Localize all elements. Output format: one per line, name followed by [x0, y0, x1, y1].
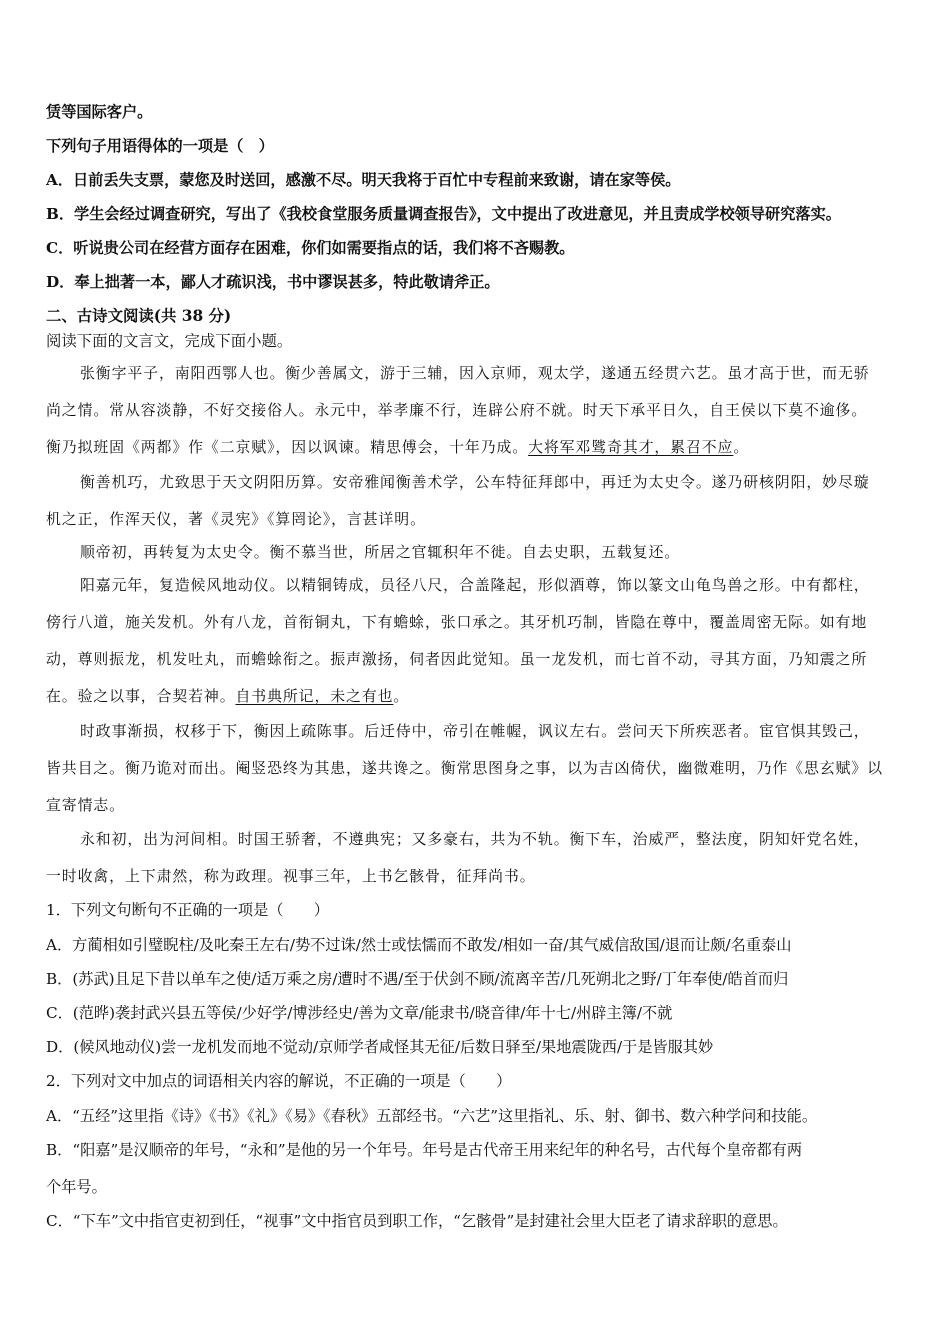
question-2-stem: 2．下列对文中加点的词语相关内容的解说，不正确的一项是（ ） [46, 1072, 512, 1090]
underlined-sentence: 自书典所记，未之有也 [235, 687, 394, 705]
question-1-stem: 1．下列文句断句不正确的一项是（ ） [46, 901, 330, 919]
option-b: B．学生会经过调查研究，写出了《我校食堂服务质量调查报告》，文中提出了改进意见，并且责成学校领导研究落实。 [46, 205, 841, 223]
q1-option-a: A．方蔺相如引璧睨柱/及叱秦王左右/势不过诛/然士或怯懦而不敢发/相如一奋/其气威信敌国/退而让颇/名重泰山 [46, 936, 792, 954]
q1-option-c: C．(范晔)袭封武兴县五等侯/少好学/博涉经史/善为文章/能隶书/晓音律/年十七/州辟主簿/不就 [46, 1004, 673, 1022]
question-stem: 下列句子用语得体的一项是（ ） [46, 137, 274, 155]
q2-option-b-cont: 个年号。 [46, 1178, 107, 1196]
passage-line: 皆共目之。衡乃诡对而出。阉竖恐终为其患，遂共谗之。衡常思图身之事，以为吉凶倚伏，幽微难明，乃作《思玄赋》以 [46, 759, 883, 777]
passage-line: 尚之情。常从容淡静，不好交接俗人。永元中，举孝廉不行，连辟公府不就。时天下承平日久，自王侯以下莫不逾侈。 [46, 401, 868, 419]
passage-text: 。 [733, 438, 750, 456]
passage-text: 。 [393, 687, 410, 705]
passage-line: 宣寄情志。 [46, 796, 125, 814]
section-instruction: 阅读下面的文言文，完成下面小题。 [46, 332, 293, 350]
passage-line: 动，尊则振龙，机发吐丸，而蟾蜍衔之。振声激扬，伺者因此觉知。虽一龙发机，而七首不动，寻其方面，乃知震之所 [46, 650, 868, 668]
passage-line: 张衡字平子，南阳西鄂人也。衡少善属文，游于三辅，因入京师，观太学，遂通五经贯六艺。虽才高于世，而无骄 [80, 364, 870, 382]
passage-line [46, 686, 910, 706]
q2-option-a: A．“五经”这里指《诗》《书》《礼》《易》《春秋》五部经书。“六艺”这里指礼、乐、射、御书、数六种学问和技能。 [46, 1107, 818, 1125]
option-d: D．奉上拙著一本，鄙人才疏识浅，书中谬误甚多，特此敬请斧正。 [46, 273, 500, 291]
passage-line: 永和初，出为河间相。时国王骄奢，不遵典宪；又多豪右，共为不轨。衡下车，治威严，整法度，阴知奸党名姓， [80, 830, 870, 848]
passage-line [46, 437, 910, 457]
question-tail: 赁等国际客户。 [46, 103, 153, 121]
q1-option-b: B．(苏武)且足下昔以单车之使/适万乘之房/遭时不遇/至于伏剑不顾/流离辛苦/几死朔北之野/丁年奉使/皓首而归 [46, 970, 789, 988]
passage-line: 阳嘉元年，复造候风地动仪。以精铜铸成，员径八尺，合盖隆起，形似酒尊，饰以篆文山龟鸟兽之形。中有都柱， [80, 576, 870, 594]
option-a: A．日前丢失支票，蒙您及时送回，感激不尽。明天我将于百忙中专程前来致谢，请在家等侯。 [46, 171, 681, 189]
q2-option-b: B．“阳嘉”是汉顺帝的年号，“永和”是他的另一个年号。年号是古代帝王用来纪年的种名号，古代每个皇帝都有两 [46, 1141, 803, 1159]
q2-option-c: C．“下车”文中指官吏初到任，“视事”文中指官员到职工作，“乞骸骨”是封建社会里大臣老了请求辞职的意思。 [46, 1212, 788, 1230]
section-heading: 二、古诗文阅读(共 38 分) [46, 307, 232, 325]
passage-line: 傍行八道，施关发机。外有八龙，首衔铜丸，下有蟾蜍，张口承之。其牙机巧制，皆隐在尊中，覆盖周密无际。如有地 [46, 613, 868, 631]
passage-line: 顺帝初，再转复为太史令。衡不慕当世，所居之官辄积年不徙。自去史职，五载复还。 [80, 543, 681, 561]
underlined-sentence: 大将军邓骘奇其才，累召不应 [528, 438, 734, 456]
q1-option-d: D．(候风地动仪)尝一龙机发而地不觉动/京师学者咸怪其无征/后数日驿至/果地震陇西/于是皆服其妙 [46, 1038, 714, 1056]
passage-line: 机之正，作浑天仪，著《灵宪》《算罔论》，言甚详明。 [46, 510, 426, 528]
passage-line: 时政事渐损，权移于下，衡因上疏陈事。后迁侍中，帝引在帷幄，讽议左右。尝问天下所疾恶者。宦官惧其毁己， [80, 722, 870, 740]
passage-line: 一时收禽，上下肃然，称为政理。视事三年，上书乞骸骨，征拜尚书。 [46, 867, 536, 885]
passage-text: 衡乃拟班固《两都》作《二京赋》，因以讽谏。精思傅会，十年乃成。 [46, 438, 529, 456]
passage-line: 衡善机巧，尤致思于天文阴阳历算。安帝雅闻衡善术学，公车特征拜郎中，再迁为太史令。遂乃研核阴阳，妙尽璇 [80, 473, 870, 491]
option-c: C．听说贵公司在经营方面存在困难，你们如需要指点的话，我们将不吝赐教。 [46, 239, 575, 257]
passage-text: 在。验之以事，合契若神。 [46, 687, 236, 705]
